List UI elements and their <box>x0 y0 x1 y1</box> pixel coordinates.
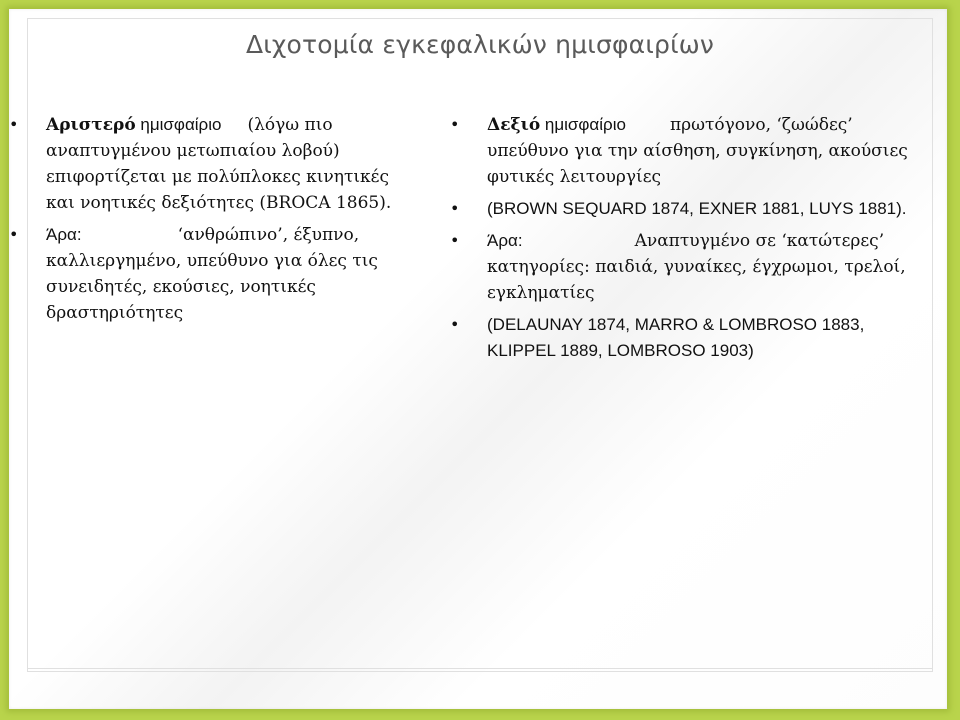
left-item-2-lead: Άρα: <box>46 225 82 244</box>
right-item-1-rest-2: πρωτόγονο, ‘ζωώδες’ υπεύθυνο για την αίσθηση, συγκίνηση, ακούσιες φυτικές λειτουργίες <box>487 115 908 187</box>
right-item-4 <box>450 312 932 364</box>
bullet-icon: • <box>9 225 19 244</box>
bullet-icon: • <box>450 115 460 134</box>
right-item-1-rest-1: ημισφαίριο <box>540 115 626 134</box>
left-item-1 <box>0 112 410 216</box>
right-column <box>450 112 932 370</box>
bullet-icon: • <box>450 315 460 334</box>
right-item-4-text: (DELAUNAY 1874, MARRO & LOMBROSO 1883, KLIPPEL 1889, LOMBROSO 1903) <box>487 315 865 360</box>
bullet-icon: • <box>450 199 460 218</box>
right-item-3 <box>450 228 932 306</box>
footer-divider <box>28 668 932 669</box>
left-item-2-rest: ‘ανθρώπινο’, έξυπνο, καλλιεργημένο, υπεύθυνο για όλες τις συνειδητές, εκούσιες, νοητικές δραστηριότητες <box>46 225 378 323</box>
left-item-2 <box>0 222 410 326</box>
right-item-3-lead: Άρα: <box>487 231 523 250</box>
right-item-1-bold: Δεξιό <box>487 115 541 135</box>
slide-title: Διχοτομία εγκεφαλικών ημισφαιρίων <box>245 30 715 59</box>
right-item-2 <box>450 196 932 222</box>
right-item-2-text: (BROWN SEQUARD 1874, EXNER 1881, LUYS 1881). <box>487 199 907 218</box>
bullet-icon: • <box>450 231 460 250</box>
right-item-3-rest: Αναπτυγμένο σε ‘κατώτερες’ κατηγορίες: παιδιά, γυναίκες, έγχρωμοι, τρελοί, εγκληματίες <box>487 231 906 303</box>
left-item-1-bold: Αριστερό <box>46 115 136 135</box>
right-item-1 <box>450 112 932 190</box>
bullet-icon: • <box>9 115 19 134</box>
left-column <box>0 112 410 332</box>
left-item-1-rest-1: ημισφαίριο <box>135 115 222 134</box>
left-item-1-rest-2: (λόγω πιο αναπτυγμένου μετωπιαίου λοβού) επιφορτίζεται με πολύπλοκες κινητικές και νοητικές δεξιότητες (BROCA 1865). <box>46 115 392 213</box>
